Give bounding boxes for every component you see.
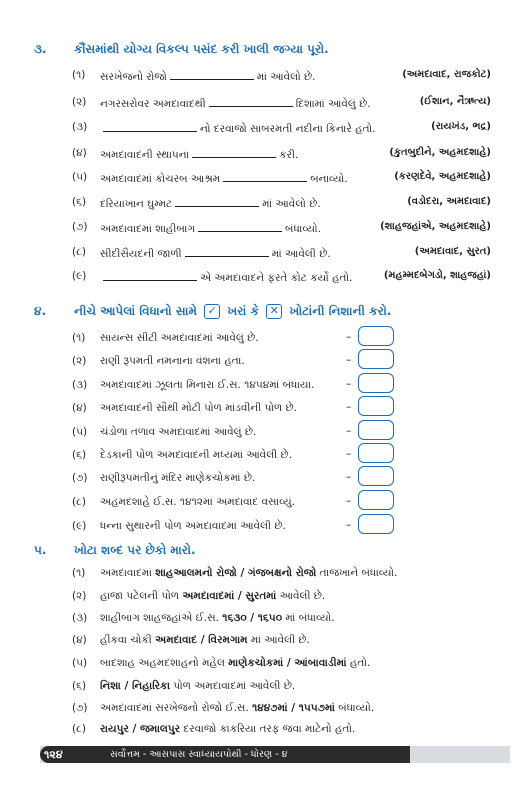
sentence-row [0, 721, 531, 739]
answer-options: (વડોદરા, અમદાવાદ) [407, 196, 491, 207]
sentence-text-start: શાહીબાગ શાહજહાંએ ઈ.સ. [100, 612, 223, 624]
question-row [0, 169, 531, 187]
section-title: ખોટા શબ્દ પર છેકો મારો. [74, 543, 196, 557]
page-footer [0, 742, 531, 766]
sentence-text-end: માં આવેલી છે. [247, 634, 310, 646]
statement-text: અમદાવાદમાં ઝૂલતા મિનારા ઈ.સ. ૧૪૫૪માં બંધાયા. [100, 379, 315, 391]
sentence-text-start: અમદાવાદમાં [100, 567, 156, 579]
question-row [0, 219, 531, 237]
footer-text: સર્વોત્તમ - આસપાસ સ્વાધ્યાયપોથી - ધોરણ - ૪ [110, 749, 288, 760]
statement-text: રાણી રૂપમતી નમનાના વંશના હતા. [100, 355, 245, 367]
section-number: ૪. [34, 304, 46, 318]
sentence-text [100, 723, 355, 736]
sentence-text [100, 590, 325, 603]
sentence-text-start: હાજા પટેલની પોળ [100, 590, 183, 602]
statement-row [0, 518, 531, 536]
question-row [0, 194, 531, 212]
dash: – [346, 331, 352, 343]
sentence-text-end: પોળ અમદાવાદમાં આવેલી છે. [170, 680, 296, 692]
sentence-number: (૧) [72, 567, 86, 579]
question-text-end: માં આવેલો છે. [256, 71, 316, 83]
sentence-text-end: હતો. [346, 657, 371, 669]
question-text [100, 246, 331, 261]
sentence-text-end: આવેલી છે. [276, 590, 326, 602]
question-number: (૯) [72, 270, 87, 282]
answer-box[interactable] [358, 420, 394, 440]
dash: – [346, 519, 352, 531]
title-part-1: નીચે આપેલાં વિધાનો સામે [74, 304, 197, 318]
question-text-end: બંધાવ્યો. [285, 223, 321, 235]
word-choices[interactable]: નિશા / નિહારિકા [100, 680, 171, 692]
question-text-end: નો દરવાજો સાબરમતી નદીના કિનારે હતો. [200, 123, 376, 135]
dash: – [346, 471, 352, 483]
answer-box[interactable] [358, 443, 394, 463]
answer-box[interactable] [358, 326, 394, 346]
answer-blank[interactable] [185, 246, 269, 257]
statement-number: (૬) [72, 449, 87, 461]
question-row [0, 244, 531, 262]
sentence-text-end: દરવાજો કાંકરિયા તરફ જવા માટેનો હતો. [180, 723, 356, 735]
page-number: ૧૨૪ [44, 748, 63, 761]
statement-number: (૨) [72, 355, 87, 367]
question-number: (૧) [72, 69, 86, 81]
word-choices[interactable]: રાયપુર / જમાલપુર [100, 723, 181, 735]
statement-text: ધન્ના સુથારની પોળ અમદાવાદમાં આવેલી છે. [100, 520, 286, 532]
answer-blank[interactable] [170, 69, 254, 80]
statement-text: અહમદશાહે ઈ.સ. ૧૪૧૨માં અમદાવાદ વસાવ્યું. [100, 496, 296, 508]
dash: – [346, 425, 352, 437]
question-row [0, 145, 531, 163]
question-number: (૫) [72, 171, 88, 183]
answer-options: (અમદાવાદ, રાજકોટ) [402, 69, 491, 80]
answer-blank[interactable] [103, 121, 197, 132]
title-part-3: ખોટાંની નિશાની કરો. [289, 304, 392, 318]
question-number: (૬) [72, 196, 87, 208]
question-text-start: નગરસરોવર અમદાવાદથી [100, 98, 206, 110]
answer-options: (ઈશાન, નૈઋત્ય) [419, 96, 491, 107]
dash: – [346, 354, 352, 366]
question-text [100, 221, 321, 236]
question-text [100, 96, 371, 111]
statement-row [0, 353, 531, 371]
section-title [74, 304, 391, 319]
sentence-row [0, 610, 531, 628]
statement-number: (૪) [72, 402, 87, 414]
sentence-text [100, 657, 370, 670]
sentence-text-start: બાદશાહ અહમદશાહનો મહેલ [100, 657, 229, 669]
dash: – [346, 448, 352, 460]
word-choices[interactable]: ૧૪૪૭માં / ૧૫૫૭માં [252, 702, 335, 714]
cross-icon: ✕ [266, 304, 282, 319]
statement-number: (૭) [72, 472, 88, 484]
statement-number: (૮) [72, 496, 86, 508]
statement-row [0, 330, 531, 348]
statement-row [0, 377, 531, 395]
sentence-text [100, 612, 335, 625]
question-text-end: બનાવ્યો. [310, 173, 348, 185]
question-text-end: માં આવેલી છે. [271, 248, 331, 260]
answer-box[interactable] [358, 466, 394, 486]
question-text-end: એ અમદાવાદને ફરતે કોટ કર્યો હતો. [200, 272, 353, 284]
question-number: (૪) [72, 147, 87, 159]
statement-number: (૩) [72, 379, 88, 391]
sentence-number: (૫) [72, 657, 88, 669]
sentence-text-end: બંધાવ્યો. [334, 702, 375, 714]
word-choices[interactable]: શાહઆલમનો રોજો / ગંજબક્ષનો રોજો [155, 567, 317, 579]
statement-number: (૫) [72, 426, 88, 438]
section-number: ૩. [34, 42, 47, 56]
question-row [0, 119, 531, 137]
sentence-text-start: અમદાવાદમાં સરખેજનો રોજો ઈ.સ. [100, 702, 253, 714]
statement-row [0, 447, 531, 465]
sentence-row [0, 565, 531, 583]
answer-blank[interactable] [175, 196, 259, 207]
sentence-text-end: તાજખાને બંધાવ્યો. [316, 567, 398, 579]
question-text [100, 270, 352, 285]
sentence-row [0, 700, 531, 718]
sentence-row [0, 588, 531, 606]
statement-number: (૯) [72, 520, 87, 532]
answer-options: (કરણદેવે, અહમદશાહે) [394, 171, 491, 182]
statement-text: દેડકાની પોળ અમદાવાદની મધ્યમાં આવેલી છે. [100, 449, 292, 461]
question-number: (૮) [72, 246, 86, 258]
sentence-number: (૬) [72, 680, 87, 692]
question-number: (૭) [72, 221, 88, 233]
answer-box[interactable] [358, 396, 394, 416]
statement-row [0, 424, 531, 442]
question-row [0, 94, 531, 112]
question-text-start: અમદાવાદમાં શાહીબાગ [100, 223, 196, 235]
section-title: કૌંસમાંથી યોગ્ય વિકલ્પ પસંદ કરી ખાલી જગ્યા પૂરો. [74, 42, 329, 56]
dash: – [346, 378, 352, 390]
sentence-text [100, 680, 295, 693]
answer-options: (મહમ્મદબેગડો, શાહજહાં) [383, 270, 491, 281]
title-part-2: ખરાં કે [227, 304, 260, 318]
answer-options: (શાહજહાંએ, અહમદશાહે) [380, 221, 491, 232]
question-text-end: દિશામાં આવેલું છે. [295, 98, 371, 110]
sentence-row [0, 678, 531, 696]
question-text-start: સીદીસૈયદની જાળી [100, 248, 182, 260]
statement-row [0, 470, 531, 488]
sentence-text-start: હીંકવા ચોકી [100, 634, 156, 646]
sentence-number: (૪) [72, 634, 87, 646]
answer-options: (અમદાવાદ, સુરત) [414, 246, 491, 257]
sentence-number: (૨) [72, 590, 87, 602]
dash: – [346, 495, 352, 507]
word-choices[interactable]: અમદાવાદમાં / સુરતમાં [182, 590, 277, 602]
sentence-text [100, 567, 397, 580]
question-text-end: કરી. [279, 149, 299, 161]
word-choices[interactable]: ૧૬૩૦ / ૧૬૫૦ [222, 612, 283, 624]
sentence-text-end: માં બંધાવ્યો. [282, 612, 335, 624]
sentence-text [100, 634, 310, 647]
question-text-start: અમદાવાદની સ્થાપના [100, 149, 190, 161]
question-row [0, 67, 531, 85]
question-text [100, 69, 315, 84]
answer-blank[interactable] [198, 221, 282, 232]
question-text-start: સરખેજનો રોજો [100, 71, 167, 83]
answer-blank[interactable] [192, 147, 276, 158]
sentence-row [0, 655, 531, 673]
answer-blank[interactable] [223, 171, 307, 182]
question-text [100, 121, 376, 136]
sentence-number: (૭) [72, 702, 88, 714]
answer-options: (કુતબુદીને, અહમદશાહે) [389, 147, 491, 158]
sentence-text [100, 702, 374, 715]
dash: – [346, 401, 352, 413]
section-number: ૫. [34, 543, 47, 557]
answer-options: (રાયખંડ, ભદ્ર) [431, 121, 491, 132]
sentence-number: (૮) [72, 723, 86, 735]
question-text-start: અમદાવાદમાં કોચરબ આશ્રમ [100, 173, 221, 185]
question-text-end: માં આવેલો છે. [262, 198, 321, 210]
answer-box[interactable] [358, 490, 394, 510]
statement-text: અમદાવાદની સૌથી મોટી પોળ માંડવીની પોળ છે. [100, 402, 298, 414]
check-icon: ✓ [204, 304, 220, 319]
answer-box[interactable] [358, 373, 394, 393]
question-row [0, 268, 531, 286]
word-choices[interactable]: અમદાવાદ / વિરમગામ [155, 634, 248, 646]
statement-number: (૧) [72, 332, 86, 344]
question-number: (૩) [72, 121, 88, 133]
question-text [100, 196, 321, 211]
question-number: (૨) [72, 96, 87, 108]
sentence-number: (૩) [72, 612, 88, 624]
statement-row [0, 494, 531, 512]
answer-blank[interactable] [103, 270, 197, 281]
question-text [100, 171, 348, 186]
answer-blank[interactable] [209, 96, 293, 107]
sentence-row [0, 632, 531, 650]
statement-text: ચંડોળા તળાવ અમદાવાદમાં આવેલું છે. [100, 426, 257, 438]
question-text-start: દરિયાખાન ઘુમ્મટ [100, 198, 173, 210]
statement-text: સાયન્સ સીટી અમદાવાદમાં આવેલું છે. [100, 332, 259, 344]
answer-box[interactable] [358, 349, 394, 369]
question-text [100, 147, 298, 162]
answer-box[interactable] [358, 514, 394, 534]
statement-text: રાણીરૂપમતીનું મંદિર માણેકચોકમાં છે. [100, 472, 256, 484]
statement-row [0, 400, 531, 418]
word-choices[interactable]: માણેકચોકમાં / આંબાવાડીમાં [228, 657, 347, 669]
